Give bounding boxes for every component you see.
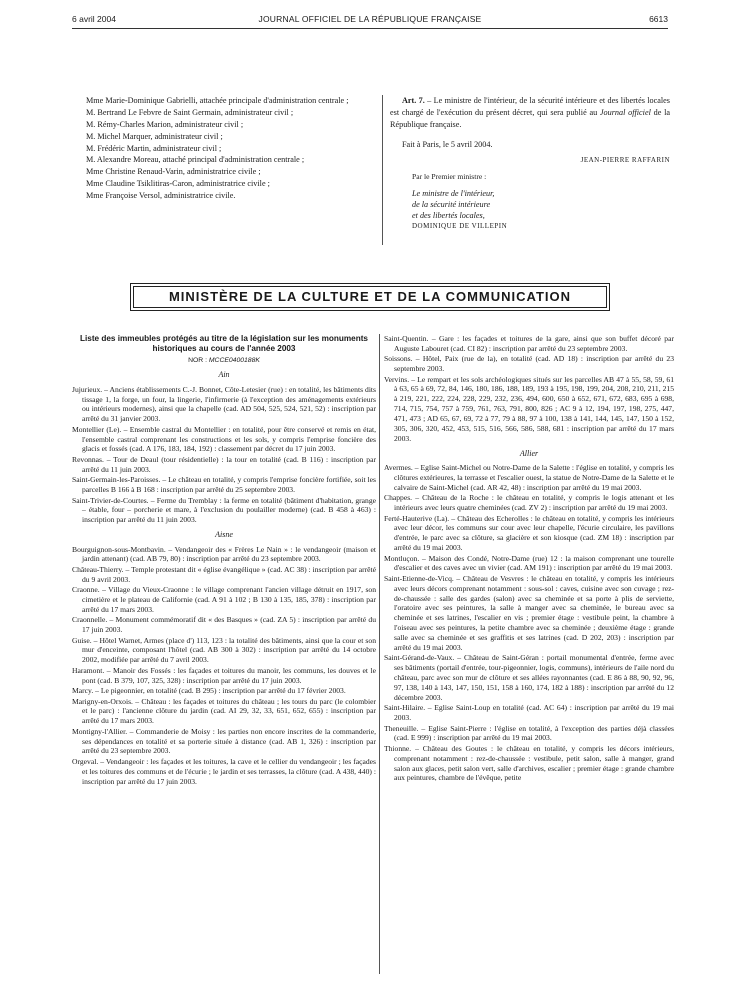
appointment-line: Mme Marie-Dominique Gabrielli, attachée principale d'administration centrale ; <box>86 96 349 105</box>
monument-entry: Guise. – Hôtel Warnet, Armes (place d') 113, 123 : la totalité des bâtiments, ainsi que la cour et son mur d'enceinte, composant l'hôtel (cad. AB 300 à 302) : inscription par arrêté du 14 octobre 2002, modifiée par arrêté du 7 avril 2003. <box>72 635 376 665</box>
signature: JEAN-PIERRE RAFFARIN <box>580 155 670 164</box>
monument-entry: Saint-Trivier-de-Courtes. – Ferme du Tremblay : la ferme en totalité (bâtiment d'habitation, grange – étable, four – porcherie et mare, à l'exclusion du poulailler moderne) (cad. B 458 à 463) : inscription par arrêté du 11 juin 2003. <box>72 495 376 525</box>
column-divider <box>379 334 380 974</box>
appointment-line: Mme Christine Renaud-Varin, administratrice civile ; <box>86 167 261 177</box>
department-heading: Aisne <box>215 530 233 540</box>
monument-entry: Saint-Hilaire. – Eglise Saint-Loup en totalité (cad. AC 64) : inscription par arrêté du 19 mai 2003. <box>384 703 674 723</box>
monument-entry: Haramont. – Manoir des Fossés : les façades et toitures du manoir, les communs, les douves et le pont (cad. B 379, 107, 325, 328) : inscription par arrêté du 17 juin 2003. <box>72 665 376 685</box>
appointments-list <box>72 95 376 202</box>
monument-entry: Marcy. – Le pigeonnier, en totalité (cad. B 295) : inscription par arrêté du 17 février 2003. <box>72 686 346 696</box>
monument-entry: Craonne. – Village du Vieux-Craonne : le village comprenant l'ancien village détruit en 1917, son cimetière et le plateau de Californie (cad. A 91 à 102 ; B 130 à 135, 185, 378) : inscription par arrêté du 17 mars 2003. <box>72 585 376 614</box>
column-divider-top <box>382 95 383 245</box>
monument-entry: Montellier (Le). – Ensemble castral du Montellier : en totalité, pour être conservé et remis en état, l'ensemble castral comprenant les constructions et les sols, y compris l'emprise foncière des glacis et fossés (cad. A 176, 183, 184, 192) : classement par décret du 17 juin 2003. <box>72 424 376 454</box>
list-title: Liste des immeubles protégés au titre de la législation sur les monuments historiques au cours de l'année 2003 <box>79 334 368 354</box>
monument-entry: Chappes. – Château de la Roche : le château en totalité, y compris le logis attenant et les intérieurs avec leurs quatre cheminées (cad. ZV 2) : inscription par arrêté du 19 mai 2003. <box>384 493 674 513</box>
department-heading: Allier <box>519 448 539 458</box>
article-7-block <box>390 95 670 231</box>
ministry-banner: MINISTÈRE DE LA CULTURE ET DE LA COMMUNICATION <box>130 283 610 311</box>
monument-entry: Thionne. – Château des Goutes : le château en totalité, y compris les décors intérieurs, comprenant notamment : rez-de-chaussée : vestibule, petit salon, salle à manger, grand salon aux glaces, petit salon vert, salle d'archives, escalier ; premier étage : grande chambre aux peintures, chambre de l'évêque, petite <box>384 743 674 783</box>
header-date: 6 avril 2004 <box>72 14 116 24</box>
monument-entry: Soissons. – Hôtel, Paix (rue de la), en totalité (cad. AD 18) : inscription par arrêté du 23 septembre 2003. <box>384 354 674 374</box>
minister-name: DOMINIQUE DE VILLEPIN <box>412 221 508 230</box>
monument-entry: Marigny-en-Orxois. – Château : les façades et toitures du château ; les tours du parc (le colombier et le parc) : l'ancienne clôture du jardin (cad. AI 29, 32, 33, 651, 652, 655) : inscription par arrêté du 17 mars 2003. <box>72 696 376 726</box>
right-column <box>384 334 674 784</box>
monument-entry: Saint-Germain-les-Paroisses. – Le château en totalité, y compris l'emprise foncière fortifiée, soit les parcelles B 166 à B 168 : inscription par arrêté du 25 septembre 2003. <box>72 475 376 495</box>
fait-a-paris: Fait à Paris, le 5 avril 2004. <box>402 139 493 149</box>
appointment-line: M. Rémy-Charles Marion, administrateur civil ; <box>86 119 244 129</box>
monument-entry: Ferté-Hauterive (La). – Château des Echerolles : le château en totalité, y compris les intérieurs avec leur décor, les communs sur cour avec leur chapelle, l'écurie circulaire, les pavillons d'entrée, le parc avec sa clôture, sa glacière et son kiosque (cad. ZM 18) : inscription par arrêté du 19 mai 2003. <box>384 513 674 553</box>
monument-entry: Vervins. – Le rempart et les sols archéologiques situés sur les parcelles AB 47 à 55, 58, 59, 61 à 63, 65 à 69, 72, 84, 146, 180, 186, 188, 189, 193 à 195, 198, 199, 204, 208, 210, 211, 215 à 219, 221, 222, 224, 228, 229, 232, 236, 494, 600, 650 à 652, 671, 672, 683, 695 à 698, 714, 715, 754, 757 à 759, 761, 763, 791, 800, 826 ; AC 9 à 12, 194, 197, 198, 275, 447, 471, 473 ; AD 65, 67, 69, 72 à 77, 79 à 88, 97 à 100, 138 à 141, 144, 145, 147, 150 à 152, 305, 306, 320, 452, 453, 515, 516, 566, 586, 588, 681 : inscription par arrêté du 17 mars 2003. <box>384 374 674 443</box>
monument-entry: Revonnas. – Tour de Deaul (tour résidentielle) : la tour en totalité (cad. B 116) : inscription par arrêté du 11 juin 2003. <box>72 454 376 474</box>
monument-entry: Saint-Gérand-de-Vaux. – Château de Saint-Géran : portail monumental d'entrée, ferme avec ses bâtiments (portail d'entrée, tour-pigeonnier, logis, communs), intérieurs de l'aile nord du château, parc avec son mur de clôture et ses allées rayonnantes (cad. E 86 à 88, 90, 92, 96, 97, 138, 140 à 143, 147, 150, 151, 158 à 160, 174, 182 à 188) : inscription par arrêté du 12 décembre 2003. <box>384 653 674 702</box>
article-7: Art. 7. – Le ministre de l'intérieur, de la sécurité intérieure et des libertés locales est chargé de l'exécution du présent décret, qui sera publié au Journal officiel de la République française. <box>390 96 670 129</box>
appointment-line: M. Alexandre Moreau, attaché principal d'administration centrale ; <box>86 155 305 165</box>
appointment-line: M. Bertrand Le Febvre de Saint Germain, administrateur civil ; <box>86 107 294 117</box>
minister-title: Le ministre de l'intérieur, de la sécurité intérieure et des libertés locales, <box>412 188 495 220</box>
header-title: JOURNAL OFFICIEL DE LA RÉPUBLIQUE FRANÇAISE <box>258 14 482 24</box>
appointment-line: M. Frédéric Martin, administrateur civil ; <box>86 143 222 153</box>
page-header <box>72 14 668 28</box>
monument-entry: Château-Thierry. – Temple protestant dit « église évangélique » (cad. AC 38) : inscription par arrêté du 9 avril 2003. <box>72 564 376 584</box>
monument-entry: Avermes. – Eglise Saint-Michel ou Notre-Dame de la Salette : l'église en totalité, y compris les clôtures extérieures, la terrasse et l'escalier ouest, la statue de Notre-Dame de la Salette et le calvaire de Saint-Michel (cad. AR 42, 48) : inscription par arrêté du 19 mai 2003. <box>384 463 674 492</box>
monument-entry: Bourguignon-sous-Montbavin. – Vendangeoir des « Frères Le Nain » : le vendangeoir (maison et jardin attenant) (cad. AB 79, 80) : inscription par arrêté du 23 septembre 2003. <box>72 544 376 564</box>
appointment-line: Mme Françoise Versol, administratrice civile. <box>86 191 236 201</box>
par-le-premier-ministre: Par le Premier ministre : <box>412 171 487 181</box>
monument-entry: Saint-Quentin. – Gare : les façades et toitures de la gare, ainsi que son buffet décoré par Auguste Labouret (cad. CI 82) : inscription par arrêté du 23 septembre 2003. <box>384 334 674 353</box>
monument-entry: Theneuille. – Eglise Saint-Pierre : l'église en totalité, à l'exception des parties déjà classées (cad. E 999) : inscription par arrêté du 19 mai 2003. <box>384 723 674 743</box>
monument-entry: Craonnelle. – Monument commémoratif dit « des Basques » (cad. ZA 5) : inscription par arrêté du 17 juin 2003. <box>72 615 376 635</box>
header-page-number: 6613 <box>649 14 668 24</box>
monument-entry: Saint-Etienne-de-Vicq. – Château de Vesvres : le château en totalité, y compris les intérieurs avec leurs décors comprenant notamment : sous-sol : caves, cuisine avec son cuvage ; rez-de-chaussée : salle des gardes (salon) avec sa cheminée et sa porte à plis de serviette, l'oratoire avec ses peintures, la salle à manger avec sa cheminée, le bureau avec sa cheminée et ses latrines, l'escalier en vis ; premier étage : vestibule peint, la chambre à l'oiseau avec ses peintures, la petite chambre avec sa cheminée ; deuxième étage : grande salle avec sa cheminée et ses graffitis et ses latrines (cad. D 202, 203) : inscription par arrêté du 19 mai 2003. <box>384 573 674 652</box>
appointment-line: M. Michel Marquer, administrateur civil ; <box>86 131 223 141</box>
nor-reference: NOR : MCCE0400188K <box>188 356 260 364</box>
monument-entry: Orgeval. – Vendangeoir : les façades et les toitures, la cave et le cellier du vendangeoir ; les façades et les toitures des communs et de l'écurie ; le jardin et ses terrasses, la clôture (cad. A 438, 440) : inscription par arrêté du 17 juin 2003. <box>72 756 376 786</box>
department-heading: Ain <box>218 370 230 380</box>
monument-entry: Montluçon. – Maison des Condé, Notre-Dame (rue) 12 : la maison comprenant une tourelle d'escalier et des caves avec un vivier (cad. AM 191) : inscription par arrêté du 19 mai 2003. <box>384 553 674 573</box>
appointment-line: Mme Claudine Tsiklitiras-Caron, administratrice civile ; <box>86 179 270 189</box>
left-column <box>72 334 376 787</box>
header-rule <box>72 28 668 29</box>
monument-entry: Jujurieux. – Anciens établissements C.-J. Bonnet, Côte-Letesier (rue) : en totalité, les bâtiments dits tissage 1, la forge, un four, la lingerie, l'infirmerie (à l'exception des aménagements extérieurs ou intérieurs modernes), ainsi que la chapelle (cad. AD 504, 525, 524, 521, 52) : inscription par arrêté du 31 janvier 2003. <box>72 384 376 424</box>
monument-entry: Montigny-l'Allier. – Commanderie de Moisy : les parties non encore inscrites de la commanderie, ses dépendances en totalité et sa porterie située à distance (cad. AB 1, 326) : inscription par arrêté du 23 septembre 2003. <box>72 726 376 756</box>
